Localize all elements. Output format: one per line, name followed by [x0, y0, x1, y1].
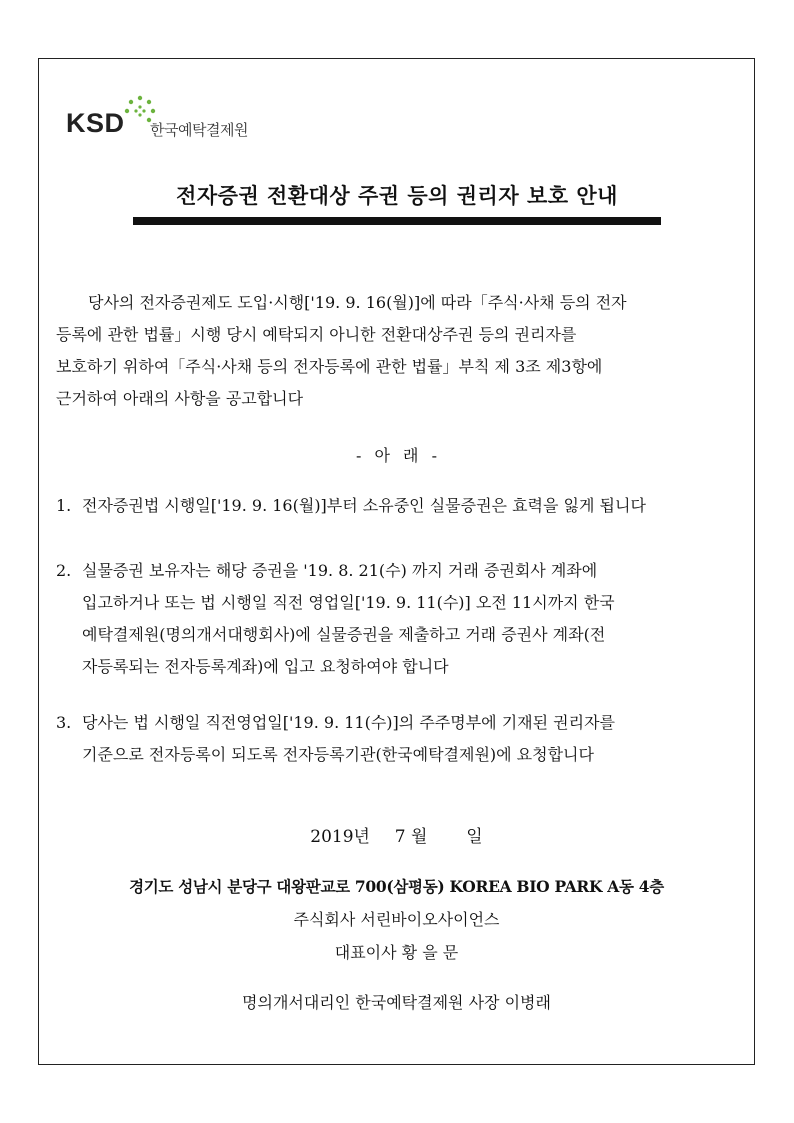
- company-name: 주식회사 서린바이오사이언스: [293, 910, 500, 929]
- date-year: 2019년: [310, 827, 370, 847]
- item-line: 예탁결제원(명의개서대행회사)에 실물증권을 제출하고 거래 증권사 계좌(전: [82, 625, 606, 644]
- item-number: 3.: [56, 713, 72, 732]
- item-number: 2.: [56, 561, 72, 580]
- title-underline: [133, 217, 661, 225]
- logo-abbr: KSD: [66, 108, 125, 138]
- intro-paragraph: [56, 287, 736, 415]
- page-title: 전자증권 전환대상 주권 등의 권리자 보호 안내: [176, 184, 618, 208]
- transfer-agent: 명의개서대리인 한국예탁결제원 사장 이병래: [242, 993, 551, 1012]
- item-number: 1.: [56, 496, 72, 515]
- logo-name: 한국예탁결제원: [150, 121, 248, 139]
- item-line: 당사는 법 시행일 직전영업일['19. 9. 11(수)]의 주주명부에 기재된 권리자를: [82, 713, 615, 732]
- item-line: 전자증권법 시행일['19. 9. 16(월)]부터 소유중인 실물증권은 효력을 잃게 됩니다: [82, 496, 646, 515]
- date-day: 일: [466, 827, 483, 847]
- company-ceo: 대표이사 황 을 문: [334, 943, 459, 962]
- date-month: 7 월: [394, 827, 428, 847]
- company-address: 경기도 성남시 분당구 대왕판교로 700(삼평동) KOREA BIO PARK A동 4층: [129, 877, 664, 896]
- item-line: 자등록되는 전자등록계좌)에 입고 요청하여야 합니다: [82, 657, 449, 676]
- section-heading: - 아 래 -: [356, 446, 437, 465]
- intro-line: 보호하기 위하여「주식·사채 등의 전자등록에 관한 법률」부칙 제 3조 제3항에: [56, 357, 603, 376]
- ksd-logo: [66, 92, 286, 147]
- date-line: [38, 822, 755, 847]
- intro-line: 당사의 전자증권제도 도입·시행['19. 9. 16(월)]에 따라「주식·사채 등의 전자: [88, 293, 627, 312]
- item-line: 입고하거나 또는 법 시행일 직전 영업일['19. 9. 11(수)] 오전 11시까지 한국: [82, 593, 615, 612]
- intro-line: 근거하여 아래의 사항을 공고합니다: [56, 389, 304, 408]
- item-line: 기준으로 전자등록이 되도록 전자등록기관(한국예탁결제원)에 요청합니다: [82, 745, 594, 764]
- intro-line: 등록에 관한 법률」시행 당시 예탁되지 아니한 전환대상주권 등의 권리자를: [56, 325, 577, 344]
- item-line: 실물증권 보유자는 해당 증권을 '19. 8. 21(수) 까지 거래 증권회사 계좌에: [82, 561, 598, 580]
